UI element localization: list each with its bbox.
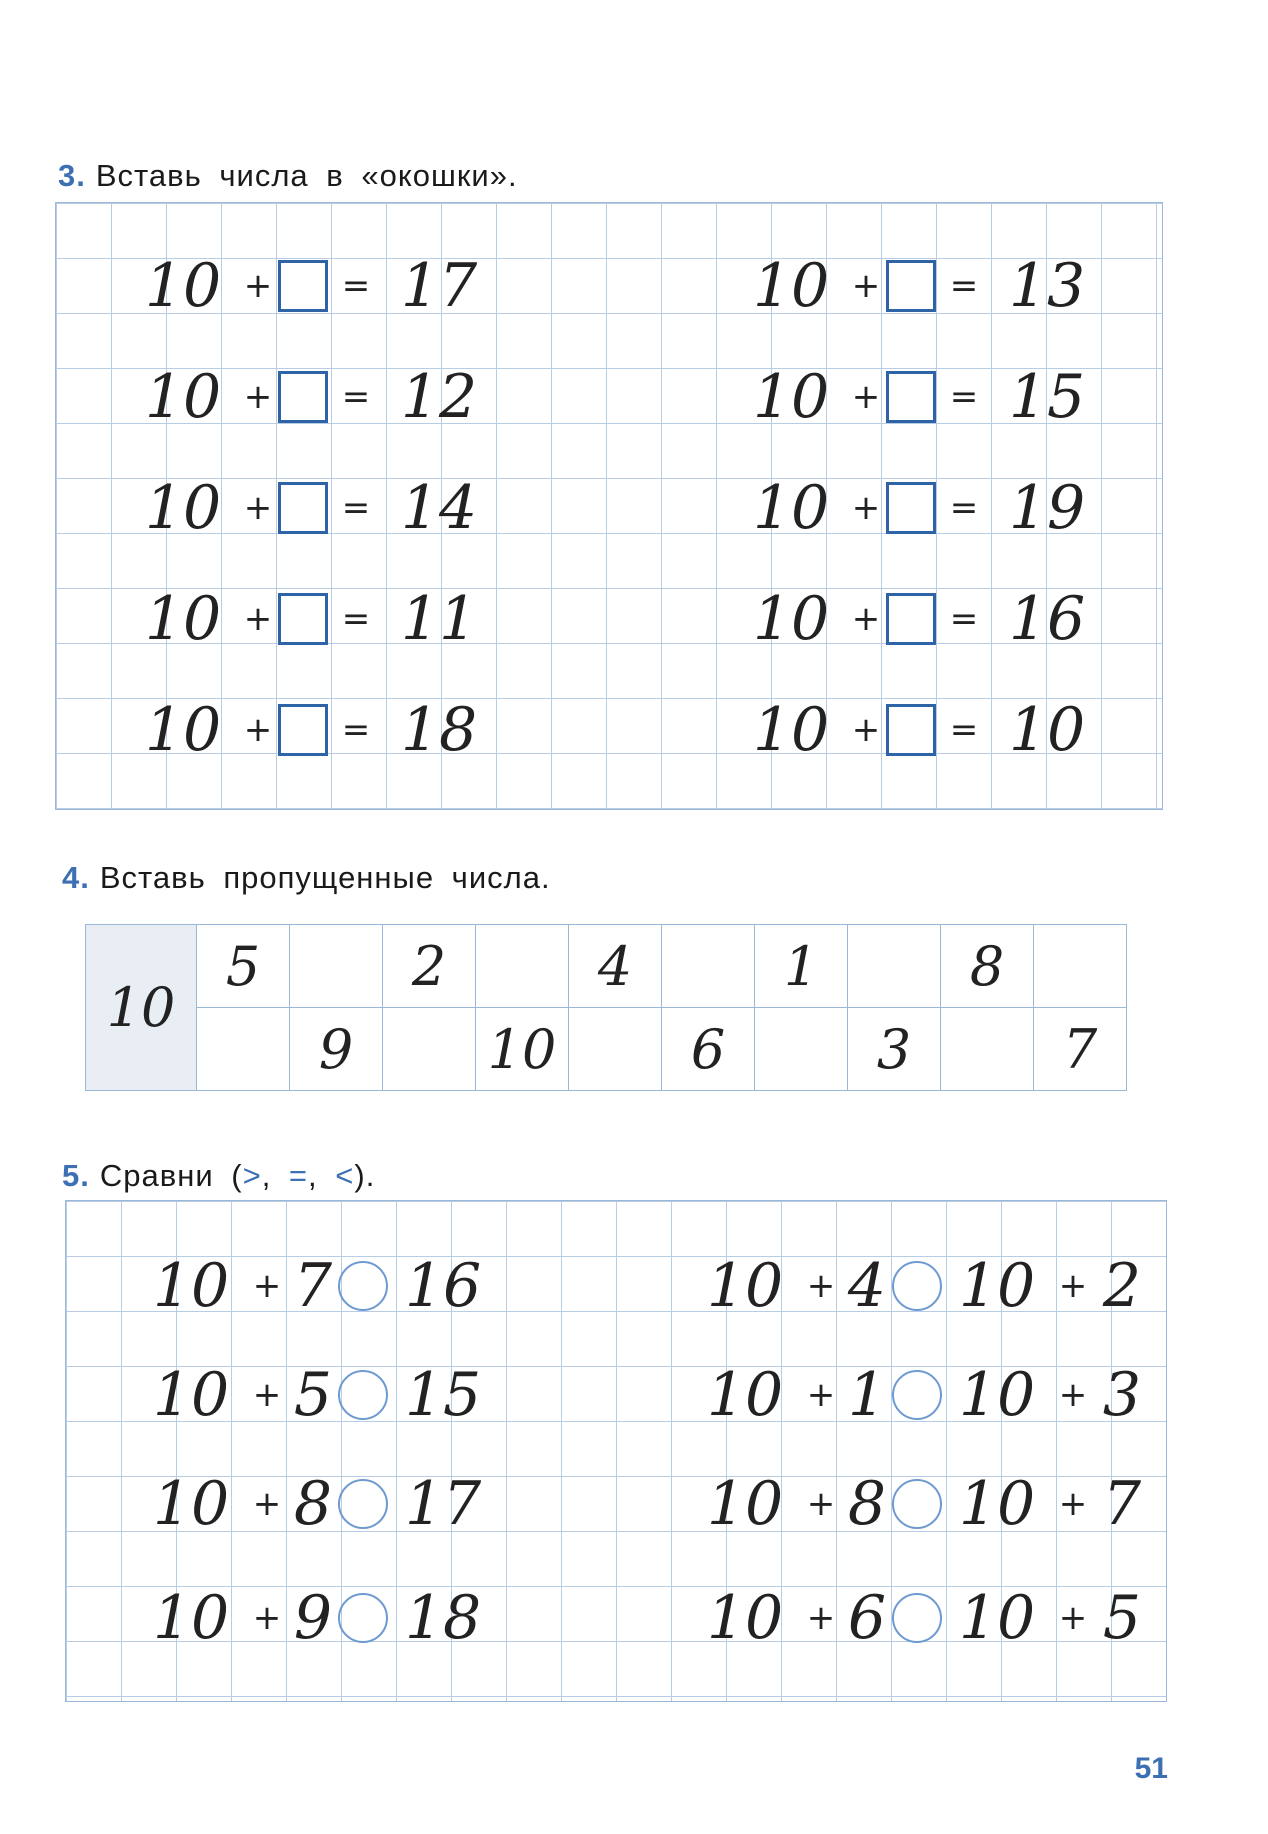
compare-circle[interactable]: [892, 1370, 942, 1420]
compare-circle[interactable]: [338, 1261, 388, 1311]
sum: 10: [1008, 695, 1086, 765]
comparison-row: [136, 1355, 498, 1435]
addend: 10: [144, 584, 222, 654]
part-cell[interactable]: [383, 1008, 476, 1091]
plus-sign: +: [252, 1266, 282, 1306]
compare-circle[interactable]: [892, 1593, 942, 1643]
term: 10: [958, 1469, 1036, 1539]
plus-sign: +: [243, 377, 273, 417]
term: 10: [152, 1251, 230, 1321]
answer-box[interactable]: [278, 593, 328, 645]
sum: 19: [1008, 473, 1086, 543]
plus-sign: +: [243, 266, 273, 306]
term: 10: [706, 1583, 784, 1653]
term: 2: [1102, 1251, 1142, 1321]
comparison-row: [690, 1578, 1150, 1658]
task-title: Вставь пропущенные числа.: [99, 860, 551, 895]
separator: ,: [308, 1158, 336, 1193]
addend: 10: [752, 473, 830, 543]
equation-row: [736, 690, 1102, 770]
term: 5: [293, 1360, 333, 1430]
equation-row: [128, 579, 494, 659]
compare-circle[interactable]: [338, 1370, 388, 1420]
part-cell[interactable]: [941, 1008, 1034, 1091]
part-cell[interactable]: [848, 925, 941, 1008]
sum: 13: [1008, 251, 1086, 321]
plus-sign: +: [1058, 1598, 1088, 1638]
term: 8: [847, 1469, 887, 1539]
plus-sign: +: [851, 599, 881, 639]
equals-sign: =: [949, 266, 979, 306]
equation-row: [128, 246, 494, 326]
term: 10: [152, 1360, 230, 1430]
addend: 10: [144, 362, 222, 432]
compare-circle[interactable]: [892, 1261, 942, 1311]
task4-heading: [62, 860, 551, 896]
equals-sign: =: [949, 488, 979, 528]
term: 18: [404, 1583, 482, 1653]
comparison-row: [690, 1355, 1150, 1435]
term: 10: [152, 1469, 230, 1539]
comparison-row: [690, 1246, 1150, 1326]
plus-sign: +: [851, 710, 881, 750]
compare-circle[interactable]: [338, 1593, 388, 1643]
term: 7: [293, 1251, 333, 1321]
sum: 12: [400, 362, 478, 432]
term: 6: [847, 1583, 887, 1653]
sum: 11: [400, 584, 478, 654]
task-title-end: ).: [354, 1158, 376, 1193]
task-number: 3.: [58, 158, 86, 193]
answer-box[interactable]: [278, 704, 328, 756]
part-cell: 7: [1034, 1008, 1127, 1091]
compare-circle[interactable]: [338, 1479, 388, 1529]
equation-row: [128, 357, 494, 437]
part-cell[interactable]: [290, 925, 383, 1008]
equation-row: [736, 357, 1102, 437]
term: 10: [706, 1251, 784, 1321]
task-number: 5.: [62, 1158, 90, 1193]
equals-sign: =: [341, 599, 371, 639]
equals-sign: =: [949, 599, 979, 639]
answer-box[interactable]: [278, 260, 328, 312]
term: 5: [1102, 1583, 1142, 1653]
term: 10: [152, 1583, 230, 1653]
plus-sign: +: [851, 266, 881, 306]
separator: ,: [261, 1158, 289, 1193]
sum: 18: [400, 695, 478, 765]
term: 10: [958, 1251, 1036, 1321]
term: 9: [293, 1583, 333, 1653]
plus-sign: +: [806, 1484, 836, 1524]
comparison-row: [136, 1578, 498, 1658]
part-cell: 6: [662, 1008, 755, 1091]
plus-sign: +: [243, 710, 273, 750]
equation-row: [128, 468, 494, 548]
term: 10: [958, 1360, 1036, 1430]
equals-sign: =: [341, 488, 371, 528]
part-cell: 5: [197, 925, 290, 1008]
sum: 17: [400, 251, 478, 321]
answer-box[interactable]: [886, 704, 936, 756]
equals-sign: =: [341, 266, 371, 306]
term: 16: [404, 1251, 482, 1321]
equation-row: [736, 246, 1102, 326]
plus-sign: +: [1058, 1484, 1088, 1524]
term: 17: [404, 1469, 482, 1539]
equals-sign: =: [341, 377, 371, 417]
equals-sign: =: [949, 377, 979, 417]
addend: 10: [144, 695, 222, 765]
plus-sign: +: [252, 1375, 282, 1415]
answer-box[interactable]: [886, 593, 936, 645]
part-cell: 8: [941, 925, 1034, 1008]
comparison-row: [136, 1246, 498, 1326]
term: 8: [293, 1469, 333, 1539]
equation-row: [736, 579, 1102, 659]
part-cell: 4: [569, 925, 662, 1008]
term: 1: [847, 1360, 887, 1430]
sum: 14: [400, 473, 478, 543]
answer-box[interactable]: [278, 482, 328, 534]
plus-sign: +: [252, 1598, 282, 1638]
part-cell[interactable]: [755, 1008, 848, 1091]
task-title: Вставь числа в «окошки».: [95, 158, 518, 193]
number-composition-table: [85, 924, 1127, 1091]
plus-sign: +: [243, 599, 273, 639]
task3-heading: [58, 158, 518, 194]
equals-symbol: =: [288, 1158, 309, 1193]
addend: 10: [752, 695, 830, 765]
plus-sign: +: [806, 1266, 836, 1306]
plus-sign: +: [1058, 1375, 1088, 1415]
comparison-row: [690, 1464, 1150, 1544]
term: 7: [1102, 1469, 1142, 1539]
part-cell: 1: [755, 925, 848, 1008]
part-cell: 3: [848, 1008, 941, 1091]
task-number: 4.: [62, 860, 90, 895]
plus-sign: +: [806, 1375, 836, 1415]
term: 10: [706, 1469, 784, 1539]
part-cell[interactable]: [569, 1008, 662, 1091]
term: 10: [958, 1583, 1036, 1653]
plus-sign: +: [252, 1484, 282, 1524]
plus-sign: +: [243, 488, 273, 528]
sum: 16: [1008, 584, 1086, 654]
part-cell: 9: [290, 1008, 383, 1091]
plus-sign: +: [851, 377, 881, 417]
whole-number-cell: 10: [86, 925, 197, 1091]
equals-sign: =: [341, 710, 371, 750]
term: 3: [1102, 1360, 1142, 1430]
task5-heading: [62, 1158, 375, 1194]
sum: 15: [1008, 362, 1086, 432]
page-number: 51: [1134, 1752, 1168, 1785]
addend: 10: [144, 473, 222, 543]
plus-sign: +: [806, 1598, 836, 1638]
part-cell[interactable]: [197, 1008, 290, 1091]
less-than-symbol: <: [335, 1158, 355, 1193]
addend: 10: [144, 251, 222, 321]
term: 10: [706, 1360, 784, 1430]
equation-row: [736, 468, 1102, 548]
part-cell[interactable]: [662, 925, 755, 1008]
addend: 10: [752, 584, 830, 654]
task-title-start: Сравни (: [99, 1158, 243, 1193]
plus-sign: +: [851, 488, 881, 528]
term: 4: [847, 1251, 887, 1321]
term: 15: [404, 1360, 482, 1430]
part-cell[interactable]: [476, 925, 569, 1008]
answer-box[interactable]: [886, 482, 936, 534]
answer-box[interactable]: [886, 260, 936, 312]
part-cell[interactable]: [1034, 925, 1127, 1008]
equals-sign: =: [949, 710, 979, 750]
plus-sign: +: [1058, 1266, 1088, 1306]
answer-box[interactable]: [278, 371, 328, 423]
addend: 10: [752, 251, 830, 321]
addend: 10: [752, 362, 830, 432]
equation-row: [128, 690, 494, 770]
comparison-row: [136, 1464, 498, 1544]
part-cell: 2: [383, 925, 476, 1008]
part-cell: 10: [476, 1008, 569, 1091]
answer-box[interactable]: [886, 371, 936, 423]
compare-circle[interactable]: [892, 1479, 942, 1529]
greater-than-symbol: >: [242, 1158, 262, 1193]
